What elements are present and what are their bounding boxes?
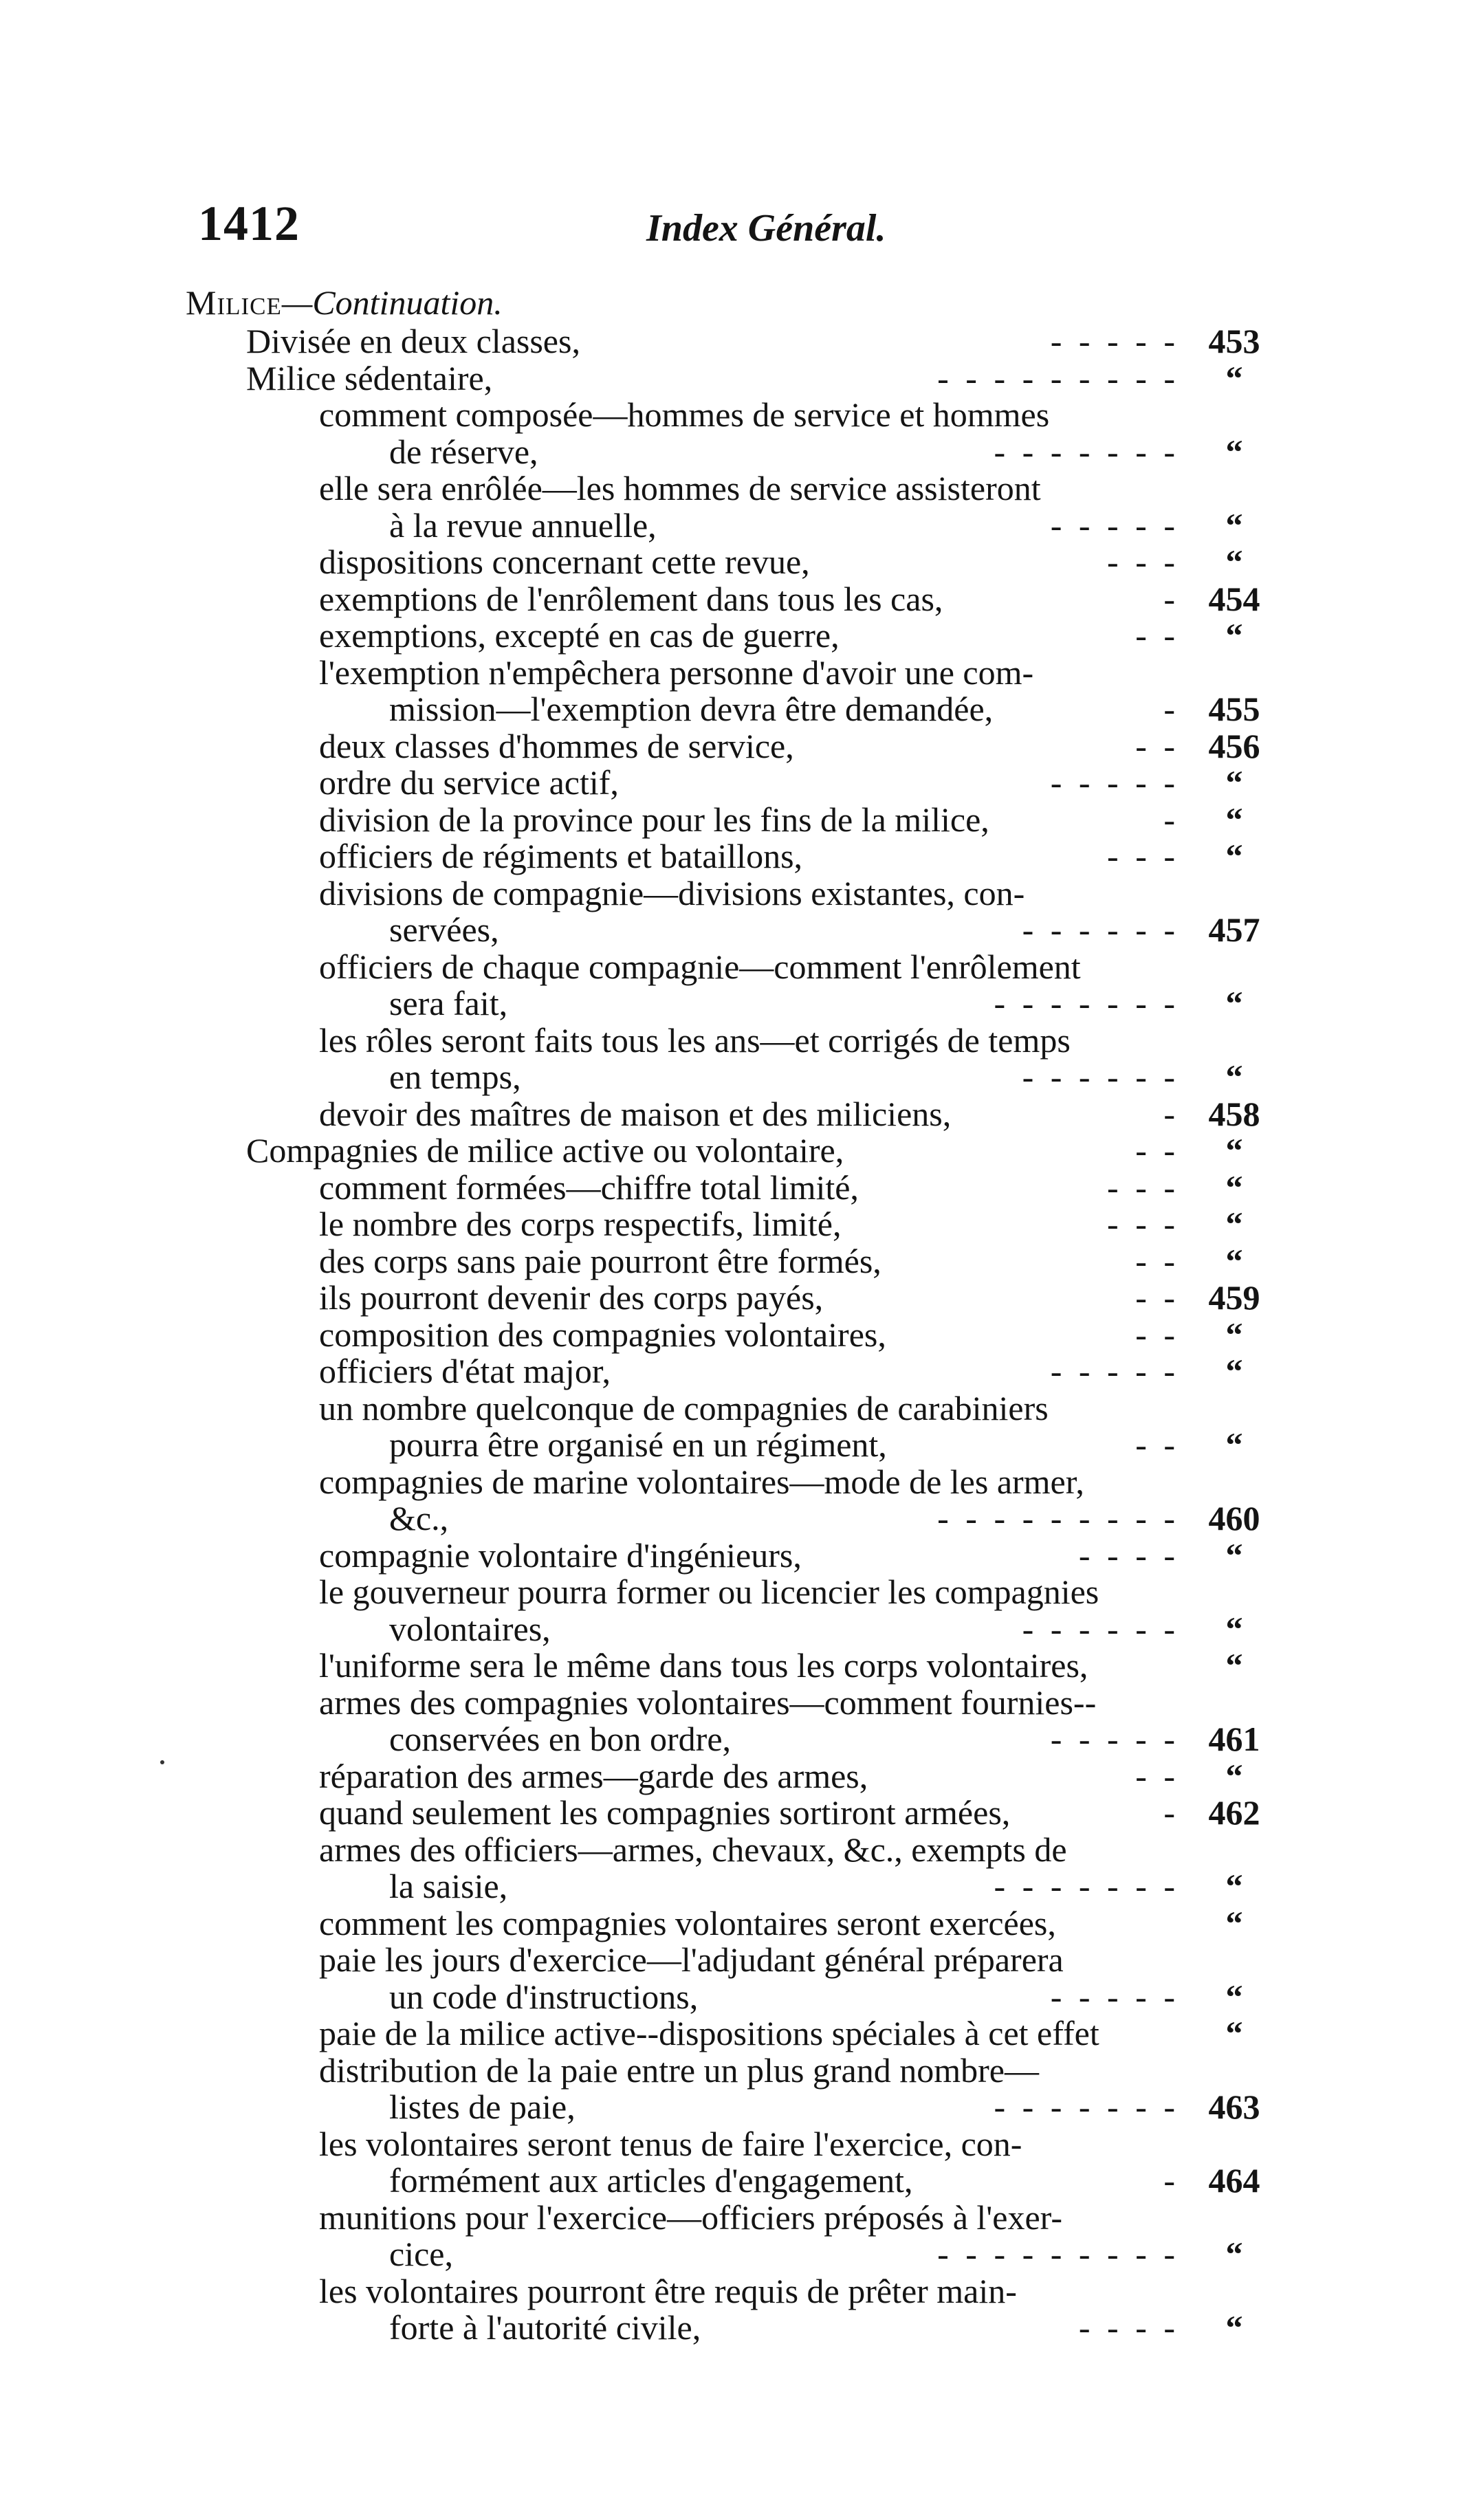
entry-text: dispositions concernant cette revue, — [319, 543, 810, 581]
index-entry — [0, 1500, 1468, 1537]
index-entry — [0, 544, 1468, 581]
index-entry — [0, 1464, 1468, 1501]
entry-text: Compagnies de milice active ou volontaire, — [246, 1131, 844, 1170]
page-reference: 463 — [1208, 2088, 1260, 2126]
index-entry — [0, 985, 1468, 1022]
index-entry — [0, 1574, 1468, 1611]
index-entry — [0, 2200, 1468, 2237]
dot-leader: - - - - - - - - - — [937, 1499, 1179, 1537]
entry-text: pourra être organisé en un régiment, — [389, 1425, 887, 1464]
page-reference: “ — [1225, 2235, 1243, 2273]
page-reference: “ — [1225, 1241, 1243, 1280]
running-head: Index Général. — [646, 207, 886, 250]
page-reference: 457 — [1208, 910, 1260, 949]
page-reference: 456 — [1208, 726, 1260, 765]
dot-leader: - - — [1135, 726, 1179, 765]
entry-text: volontaires, — [389, 1609, 551, 1648]
page-reference: “ — [1225, 1867, 1243, 1905]
index-entry — [0, 765, 1468, 802]
page-reference: 453 — [1208, 322, 1260, 360]
entry-text: un code d'instructions, — [389, 1977, 699, 2016]
entry-text: les volontaires seront tenus de faire l'exercice, con- — [319, 2124, 1022, 2163]
page-reference: “ — [1225, 616, 1243, 655]
dot-leader: - - - — [1107, 837, 1179, 875]
index-entry — [0, 1795, 1468, 1832]
index-entry — [0, 1611, 1468, 1648]
entry-text: listes de paie, — [389, 2088, 576, 2126]
index-entry — [0, 1390, 1468, 1427]
entry-text: division de la province pour les fins de la milice, — [319, 800, 989, 839]
page-reference: 461 — [1208, 1720, 1260, 1758]
dot-leader: - - — [1135, 616, 1179, 655]
page-reference: “ — [1225, 1058, 1243, 1096]
index-entry — [0, 507, 1468, 545]
entry-text: le nombre des corps respectifs, limité, — [319, 1205, 842, 1243]
entry-text: deux classes d'hommes de service, — [319, 726, 794, 765]
index-entry — [0, 802, 1468, 839]
dot-leader: - - - - - — [1050, 505, 1179, 545]
page-reference: “ — [1225, 1535, 1243, 1575]
index-entry — [0, 1537, 1468, 1575]
entry-text: les rôles seront faits tous les ans—et corrigés de temps — [319, 1020, 1071, 1060]
entry-text: ils pourront devenir des corps payés, — [319, 1278, 824, 1317]
dot-leader: - - - - — [1078, 2308, 1179, 2347]
index-entry — [0, 691, 1468, 728]
dot-leader: - - - - - - - — [994, 1867, 1179, 1905]
dot-leader: - - - - - - - — [994, 984, 1179, 1022]
index-entry — [0, 1353, 1468, 1390]
page-reference: “ — [1225, 763, 1243, 802]
dot-leader: - - - - - - — [1022, 1609, 1179, 1648]
entry-text: servées, — [389, 910, 499, 949]
dot-leader: - — [1163, 2161, 1179, 2200]
index-entry — [0, 1832, 1468, 1869]
entry-text: &c., — [389, 1499, 449, 1537]
dot-leader: - - - - - - - - - — [937, 2235, 1179, 2273]
entry-text: sera fait, — [389, 984, 508, 1022]
page-reference: “ — [1225, 1168, 1243, 1207]
index-entry — [0, 470, 1468, 507]
section-title: Milice — [186, 283, 282, 322]
page-reference: “ — [1225, 1903, 1243, 1942]
entry-text: quand seulement les compagnies sortiront armées, — [319, 1793, 1011, 1832]
page-reference: “ — [1225, 837, 1243, 875]
entry-text: comment les compagnies volontaires seront exercées, — [319, 1903, 1056, 1942]
page-reference: “ — [1225, 505, 1243, 545]
dot-leader: - — [1163, 690, 1179, 728]
entry-text: paie les jours d'exercice—l'adjudant général préparera — [319, 1940, 1064, 1979]
page-reference: 455 — [1208, 690, 1260, 728]
dot-leader: - - - - - - — [1022, 910, 1179, 949]
index-entry — [0, 2089, 1468, 2126]
index-entry — [0, 1868, 1468, 1905]
page-reference: “ — [1225, 1352, 1243, 1390]
index-entry — [0, 1132, 1468, 1170]
dot-leader: - - - - - — [1050, 322, 1179, 360]
entry-text: divisions de compagnie—divisions existantes, con- — [319, 873, 1025, 912]
entry-text: distribution de la paie entre un plus grand nombre— — [319, 2050, 1039, 2090]
dot-leader: - - — [1135, 1241, 1179, 1280]
page-reference: 462 — [1208, 1793, 1260, 1832]
page-reference: “ — [1225, 1977, 1243, 2016]
index-entry — [0, 1170, 1468, 1207]
entry-text: ordre du service actif, — [319, 763, 619, 802]
page-reference: “ — [1225, 2014, 1243, 2052]
index-entry — [0, 912, 1468, 949]
dot-leader: - - — [1135, 1315, 1179, 1354]
page-reference: 459 — [1208, 1278, 1260, 1317]
index-entry — [0, 838, 1468, 875]
page-reference: “ — [1225, 543, 1243, 581]
index-entry — [0, 2310, 1468, 2347]
entry-text: compagnie volontaire d'ingénieurs, — [319, 1535, 802, 1575]
entry-text: le gouverneur pourra former ou licencier les compagnies — [319, 1573, 1099, 1611]
dot-leader: - - - — [1107, 1168, 1179, 1207]
index-entry-list — [0, 323, 1468, 2347]
entry-text: formément aux articles d'engagement, — [389, 2161, 913, 2200]
entry-text: les volontaires pourront être requis de prêter main- — [319, 2271, 1017, 2310]
entry-text: officiers de régiments et bataillons, — [319, 837, 803, 875]
index-entry — [0, 617, 1468, 655]
entry-text: des corps sans paie pourront être formés, — [319, 1241, 881, 1280]
dot-leader: - — [1163, 579, 1179, 618]
entry-text: compagnies de marine volontaires—mode de les armer, — [319, 1462, 1084, 1501]
entry-text: la saisie, — [389, 1867, 508, 1905]
index-entry — [0, 1243, 1468, 1280]
index-entry — [0, 949, 1468, 986]
print-speck — [160, 1760, 164, 1764]
page-reference: “ — [1225, 432, 1243, 471]
index-entry — [0, 581, 1468, 618]
index-entry — [0, 1942, 1468, 1979]
section-continuation: —Continuation. — [281, 283, 503, 322]
page-reference: “ — [1225, 984, 1243, 1022]
entry-text: elle sera enrôlée—les hommes de service assisteront — [319, 469, 1041, 507]
index-entry — [0, 1280, 1468, 1317]
page-reference: 460 — [1208, 1499, 1260, 1537]
entry-text: en temps, — [389, 1058, 521, 1096]
page-reference: “ — [1225, 800, 1243, 839]
dot-leader: - - — [1135, 1756, 1179, 1795]
entry-text: paie de la milice active--dispositions spéciales à cet effet — [319, 2014, 1099, 2052]
entry-text: exemptions, excepté en cas de guerre, — [319, 616, 840, 655]
index-entry — [0, 1427, 1468, 1464]
dot-leader: - - - - - - - — [994, 432, 1179, 471]
entry-text: forte à l'autorité civile, — [389, 2308, 701, 2347]
index-entry — [0, 323, 1468, 360]
entry-text: officiers d'état major, — [319, 1352, 611, 1390]
page-reference: “ — [1225, 1756, 1243, 1795]
index-entry — [0, 1096, 1468, 1133]
index-entry — [0, 1317, 1468, 1354]
index-entry — [0, 397, 1468, 434]
entry-text: à la revue annuelle, — [389, 505, 657, 545]
entry-text: comment formées—chiffre total limité, — [319, 1168, 859, 1207]
dot-leader: - - - - — [1078, 1535, 1179, 1575]
index-entry — [0, 2273, 1468, 2310]
dot-leader: - - — [1135, 1278, 1179, 1317]
entry-text: l'exemption n'empêchera personne d'avoir une com- — [319, 653, 1034, 692]
index-entry — [0, 1206, 1468, 1243]
page-reference: 454 — [1208, 579, 1260, 618]
index-entry — [0, 875, 1468, 912]
page-reference: “ — [1225, 1646, 1243, 1685]
entry-text: munitions pour l'exercice—officiers préposés à l'exer- — [319, 2198, 1062, 2237]
page-reference: 458 — [1208, 1094, 1260, 1133]
entry-text: exemptions de l'enrôlement dans tous les cas, — [319, 579, 943, 618]
page-number: 1412 — [198, 196, 300, 251]
entry-text: de réserve, — [389, 432, 538, 471]
entry-text: mission—l'exemption devra être demandée, — [389, 690, 994, 728]
dot-leader: - — [1163, 1094, 1179, 1133]
dot-leader: - - - - - - - — [994, 2088, 1179, 2126]
entry-text: conservées en bon ordre, — [389, 1720, 732, 1758]
index-entry — [0, 1685, 1468, 1722]
dot-leader: - - - - - — [1050, 1720, 1179, 1758]
page-reference: “ — [1225, 1205, 1243, 1243]
index-entry — [0, 434, 1468, 471]
dot-leader: - - - - - — [1050, 1352, 1179, 1390]
entry-text: Milice sédentaire, — [246, 358, 493, 397]
index-entry — [0, 1647, 1468, 1685]
index-entry — [0, 1905, 1468, 1942]
entry-text: un nombre quelconque de compagnies de carabiniers — [319, 1388, 1049, 1427]
entry-text: l'uniforme sera le même dans tous les corps volontaires, — [319, 1646, 1088, 1685]
dot-leader: - — [1163, 1793, 1179, 1832]
entry-text: comment composée—hommes de service et hommes — [319, 395, 1050, 434]
entry-text: composition des compagnies volontaires, — [319, 1315, 886, 1354]
dot-leader: - - - - - — [1050, 1977, 1179, 2016]
entry-text: devoir des maîtres de maison et des miliciens, — [319, 1094, 952, 1133]
dot-leader: - - - - - - — [1022, 1058, 1179, 1096]
index-entry — [0, 2162, 1468, 2200]
page-reference: “ — [1225, 2308, 1243, 2347]
index-entry — [0, 1758, 1468, 1795]
index-entry — [0, 1979, 1468, 2016]
page-reference: “ — [1225, 1609, 1243, 1648]
index-entry — [0, 728, 1468, 765]
page-reference: 464 — [1208, 2161, 1260, 2200]
dot-leader: - - - - - — [1050, 763, 1179, 802]
section-heading — [186, 283, 503, 322]
index-entry — [0, 1059, 1468, 1096]
index-entry — [0, 2052, 1468, 2090]
dot-leader: - - — [1135, 1425, 1179, 1464]
entry-text: réparation des armes—garde des armes, — [319, 1756, 868, 1795]
page-reference: “ — [1225, 1131, 1243, 1170]
index-entry — [0, 2015, 1468, 2052]
index-entry — [0, 360, 1468, 397]
dot-leader: - - — [1135, 1131, 1179, 1170]
dot-leader: - - - - - - - - - — [937, 358, 1179, 397]
index-entry — [0, 2126, 1468, 2163]
entry-text: armes des compagnies volontaires—comment fournies-- — [319, 1683, 1097, 1722]
index-entry — [0, 655, 1468, 692]
index-entry — [0, 2236, 1468, 2273]
page-reference: “ — [1225, 358, 1243, 397]
page-reference: “ — [1225, 1425, 1243, 1464]
page-reference: “ — [1225, 1315, 1243, 1354]
dot-leader: - - - — [1107, 543, 1179, 581]
entry-text: Divisée en deux classes, — [246, 322, 580, 360]
entry-text: armes des officiers—armes, chevaux, &c., exempts de — [319, 1830, 1067, 1869]
index-entry — [0, 1721, 1468, 1758]
entry-text: officiers de chaque compagnie—comment l'enrôlement — [319, 947, 1081, 986]
dot-leader: - - - — [1107, 1205, 1179, 1243]
index-entry — [0, 1022, 1468, 1060]
entry-text: cice, — [389, 2235, 453, 2273]
dot-leader: - — [1163, 800, 1179, 839]
